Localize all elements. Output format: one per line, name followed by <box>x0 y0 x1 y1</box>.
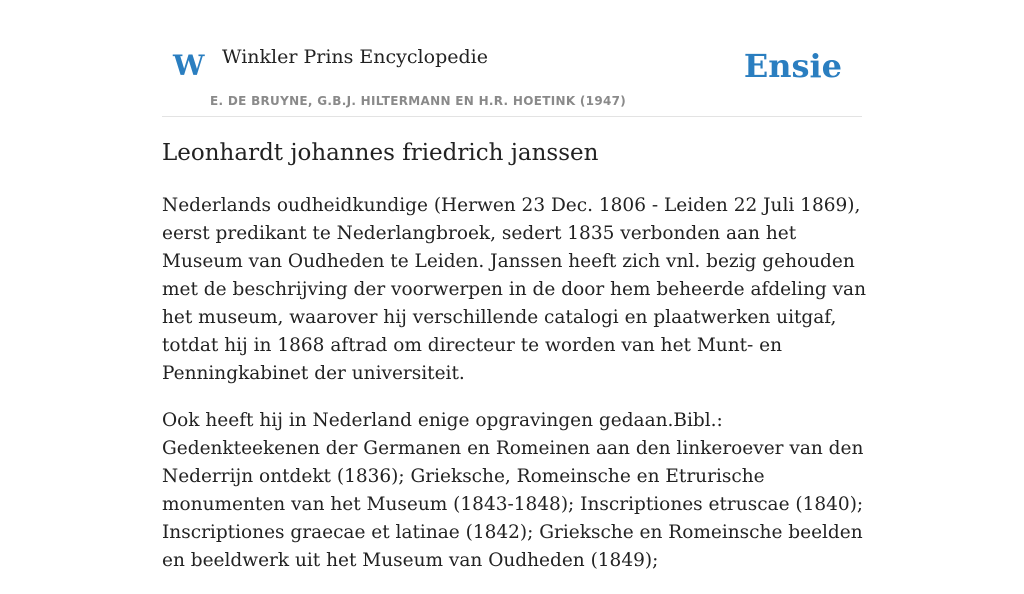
article-paragraph: Ook heeft hij in Nederland enige opgravingen gedaan.Bibl.: Gedenkteekenen der Germanen en Romeinen aan den linkeroever van den Nederrijn ontdekt (1836); Grieksche, Romeinsche en Etrurische monumenten van het Museum (1843-1848); Inscriptiones etruscae (1840); Inscriptiones graecae et latinae (1842); Grieksche en Romeinsche beelden en beeldwerk uit het Museum van Oudheden (1849); <box>162 410 864 571</box>
source-header <box>162 0 862 117</box>
source-title-link[interactable]: Winkler Prins Encyclopedie <box>222 46 488 68</box>
article-body <box>162 192 866 594</box>
article-title: Leonhardt johannes friedrich janssen <box>162 140 599 166</box>
article-paragraph: Nederlands oudheidkundige (Herwen 23 Dec. 1806 - Leiden 22 Juli 1869), eerst predikant te Nederlangbroek, sedert 1835 verbonden aan het Museum van Oudheden te Leiden. Janssen heeft zich vnl. bezig gehouden met de beschrijving der voorwerpen in de door hem beheerde afdeling van het museum, waarover hij verschillende catalogi en plaatwerken uitgaf, totdat hij in 1868 aftrad om directeur te worden van het Munt- en Penningkabinet der universiteit. <box>162 195 867 384</box>
winkler-prins-logo[interactable]: W <box>173 49 205 82</box>
ensie-logo[interactable]: Ensie <box>743 47 842 85</box>
source-authors: E. DE BRUYNE, G.B.J. HILTERMANN EN H.R. HOETINK (1947) <box>210 94 627 108</box>
